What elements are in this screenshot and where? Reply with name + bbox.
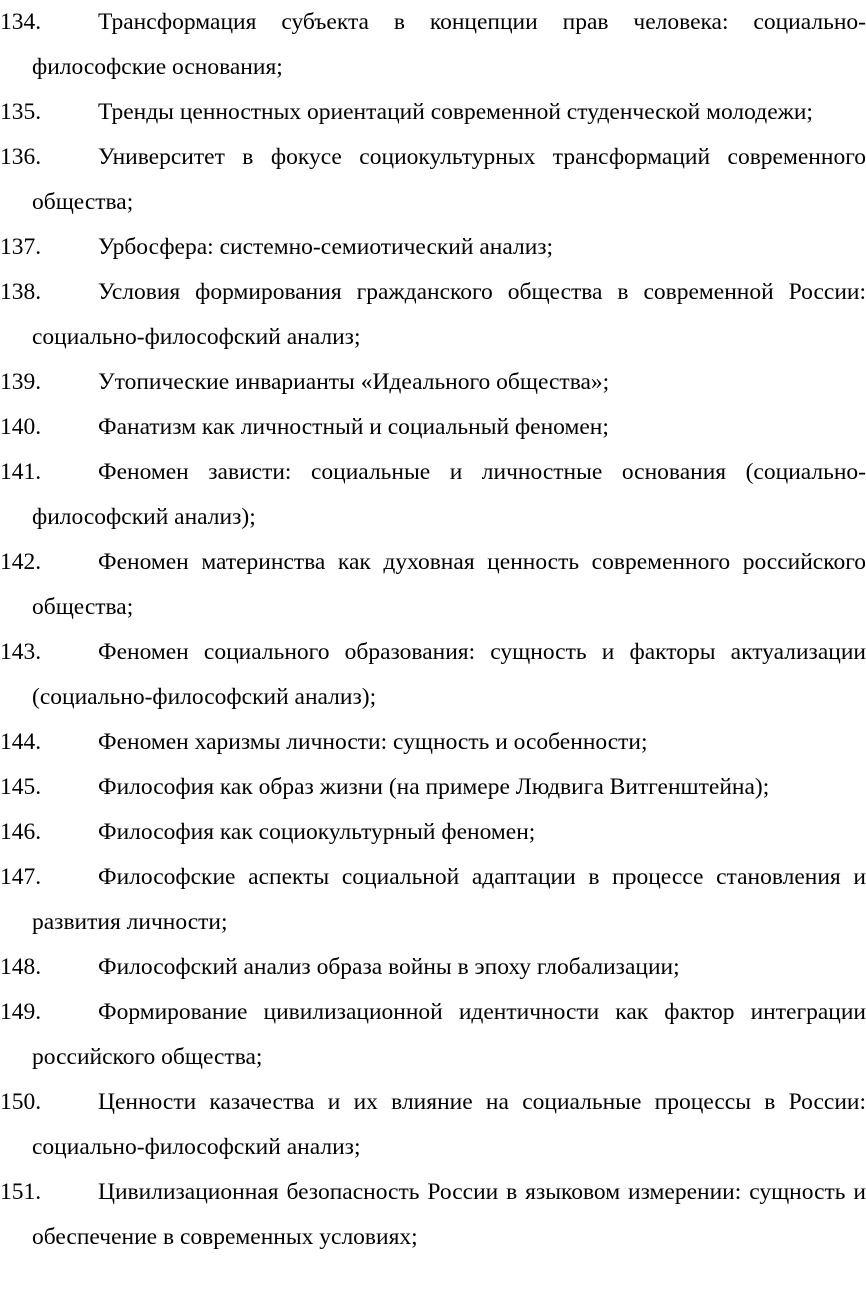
item-text: Университет в фокусе социокультурных трансформаций современного общества;: [32, 144, 866, 215]
item-number: 147.: [0, 864, 42, 890]
item-text: Цивилизационная безопасность России в языковом измерении: сущность и обеспечение в современных условиях;: [32, 1179, 866, 1250]
item-text: Условия формирования гражданского общества в современной России: социально-философский анализ;: [32, 279, 866, 350]
item-text: Философские аспекты социальной адаптации в процессе становления и развития личности;: [32, 864, 866, 935]
item-number: 134.: [0, 9, 42, 35]
list-item: [0, 810, 866, 855]
item-text: Философия как образ жизни (на примере Людвига Витгенштейна);: [98, 774, 770, 800]
item-number: 145.: [0, 774, 42, 800]
item-number: 146.: [0, 819, 42, 845]
item-text: Феномен материнства как духовная ценность современного российского общества;: [32, 549, 866, 620]
list-item: [0, 630, 866, 720]
list-item: [0, 270, 866, 360]
item-number: 139.: [0, 369, 42, 395]
item-number: 138.: [0, 279, 42, 305]
list-item: [0, 945, 866, 990]
list-item: [0, 90, 866, 135]
item-number: 135.: [0, 99, 42, 125]
item-text: Урбосфера: системно-семиотический анализ;: [98, 234, 554, 260]
list-item: [0, 0, 866, 90]
list-item: [0, 720, 866, 765]
item-number: 151.: [0, 1179, 42, 1205]
item-number: 149.: [0, 999, 42, 1025]
list-item: [0, 855, 866, 945]
item-text: Феномен зависти: социальные и личностные основания (социально-философский анализ);: [32, 459, 866, 530]
item-text: Ценности казачества и их влияние на социальные процессы в России: социально-философский анализ;: [32, 1089, 866, 1160]
item-text: Феномен социального образования: сущность и факторы актуализации (социально-философский анализ);: [32, 639, 866, 710]
list-item: [0, 1170, 866, 1260]
item-text: Фанатизм как личностный и социальный феномен;: [98, 414, 609, 440]
item-number: 140.: [0, 414, 42, 440]
item-text: Тренды ценностных ориентаций современной студенческой молодежи;: [98, 99, 813, 125]
item-number: 150.: [0, 1089, 42, 1115]
list-item: [0, 135, 866, 225]
item-number: 142.: [0, 549, 42, 575]
item-text: Трансформация субъекта в концепции прав человека: социально-философские основания;: [32, 9, 866, 80]
list-item: [0, 405, 866, 450]
item-text: Феномен харизмы личности: сущность и особенности;: [98, 729, 648, 755]
item-number: 141.: [0, 459, 42, 485]
item-number: 148.: [0, 954, 42, 980]
item-number: 144.: [0, 729, 42, 755]
list-item: [0, 360, 866, 405]
item-number: 136.: [0, 144, 42, 170]
list-item: [0, 450, 866, 540]
list-item: [0, 225, 866, 270]
list-item: [0, 765, 866, 810]
item-number: 143.: [0, 639, 42, 665]
list-item: [0, 540, 866, 630]
item-text: Формирование цивилизационной идентичности как фактор интеграции российского общества;: [32, 999, 866, 1070]
item-text: Философия как социокультурный феномен;: [98, 819, 536, 845]
item-text: Философский анализ образа войны в эпоху глобализации;: [98, 954, 680, 980]
list-item: [0, 1080, 866, 1170]
list-item: [0, 990, 866, 1080]
item-text: Утопические инварианты «Идеального общества»;: [98, 369, 610, 395]
item-number: 137.: [0, 234, 42, 260]
